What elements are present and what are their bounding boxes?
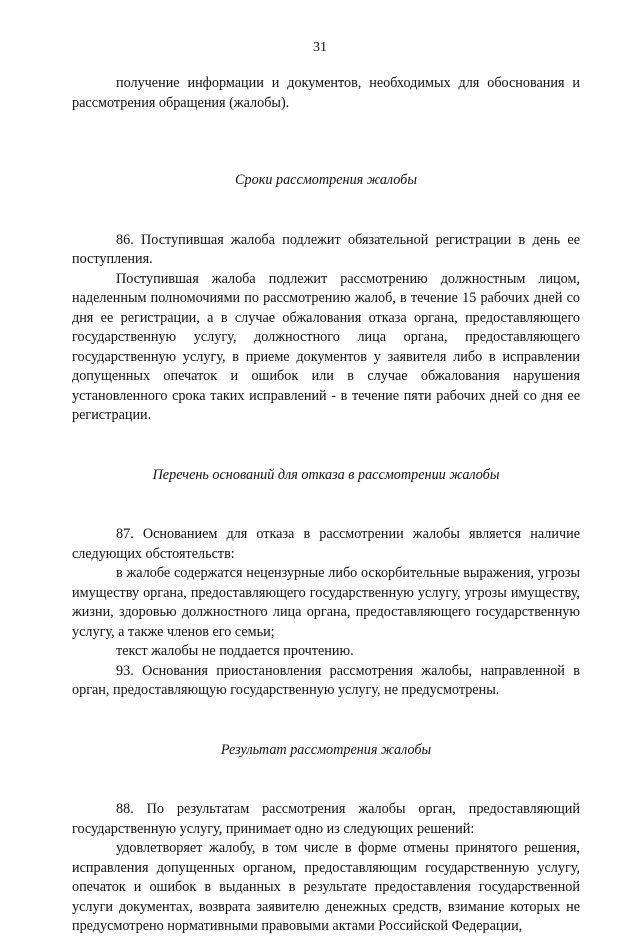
spacer bbox=[72, 191, 580, 231]
section-heading-review-result: Результат рассмотрения жалобы bbox=[220, 741, 432, 758]
paragraph-88: 88. По результатам рассмотрения жалобы орган, предоставляющий государственную услугу, принимает одно из следующих решений: bbox=[72, 801, 580, 837]
spacer bbox=[72, 701, 580, 741]
paragraph-86: 86. Поступившая жалоба подлежит обязательной регистрации в день ее поступления. bbox=[72, 231, 580, 267]
spacer bbox=[72, 760, 580, 800]
paragraph-93: 93. Основания приостановления рассмотрения жалобы, направленной в орган, предоставляющую государственную услугу, не предусмотрены. bbox=[72, 662, 580, 698]
section-heading-review-terms: Сроки рассмотрения жалобы bbox=[235, 172, 417, 188]
section-heading-refusal-grounds: Перечень оснований для отказа в рассмотрении жалобы bbox=[152, 466, 500, 483]
paragraph-86-terms: Поступившая жалоба подлежит рассмотрению должностным лицом, наделенным полномочиями по рассмотрению жалоб, в течение 15 рабочих дней со дня ее регистрации, а в случае обжалования отказа органа, предоставляющего государственную услугу, должностного лица органа, предоставляющего государственную услугу, в приеме документов у заявителя либо в исправлении допущенных опечаток и ошибок или в случае обжалования нарушения установленного срока таких исправлений - в течение пяти рабочих дней со дня ее регистрации. bbox=[72, 270, 580, 423]
spacer bbox=[72, 113, 580, 171]
paragraph-88-satisfy: удовлетворяет жалобу, в том числе в форме отмены принятого решения, исправления допущенных органом, предоставляющим государственную услугу, опечаток и ошибок в выданных в результате предоставления государственной услуги документах, возврата заявителю денежных средств, взимание которых не предусмотрено нормативными правовыми актами Российской Федерации, bbox=[72, 840, 580, 934]
paragraph-87: 87. Основанием для отказа в рассмотрении жалобы является наличие следующих обстоятельств: bbox=[72, 526, 580, 562]
paragraph-intro: получение информации и документов, необходимых для обоснования и рассмотрения обращения (жалобы). bbox=[72, 75, 580, 111]
spacer bbox=[72, 426, 580, 466]
spacer bbox=[72, 485, 580, 525]
paragraph-87-unreadable: текст жалобы не поддается прочтению. bbox=[116, 643, 354, 659]
page-number: 31 bbox=[313, 40, 327, 55]
page-content bbox=[72, 74, 580, 937]
paragraph-87-obscene: в жалобе содержатся нецензурные либо оскорбительные выражения, угрозы имуществу органа, предоставляющего государственную услугу, угрозы имуществу, жизни, здоровью должностного лица органа, предоставляющего государственную услугу, а также членов его семьи; bbox=[72, 565, 580, 640]
